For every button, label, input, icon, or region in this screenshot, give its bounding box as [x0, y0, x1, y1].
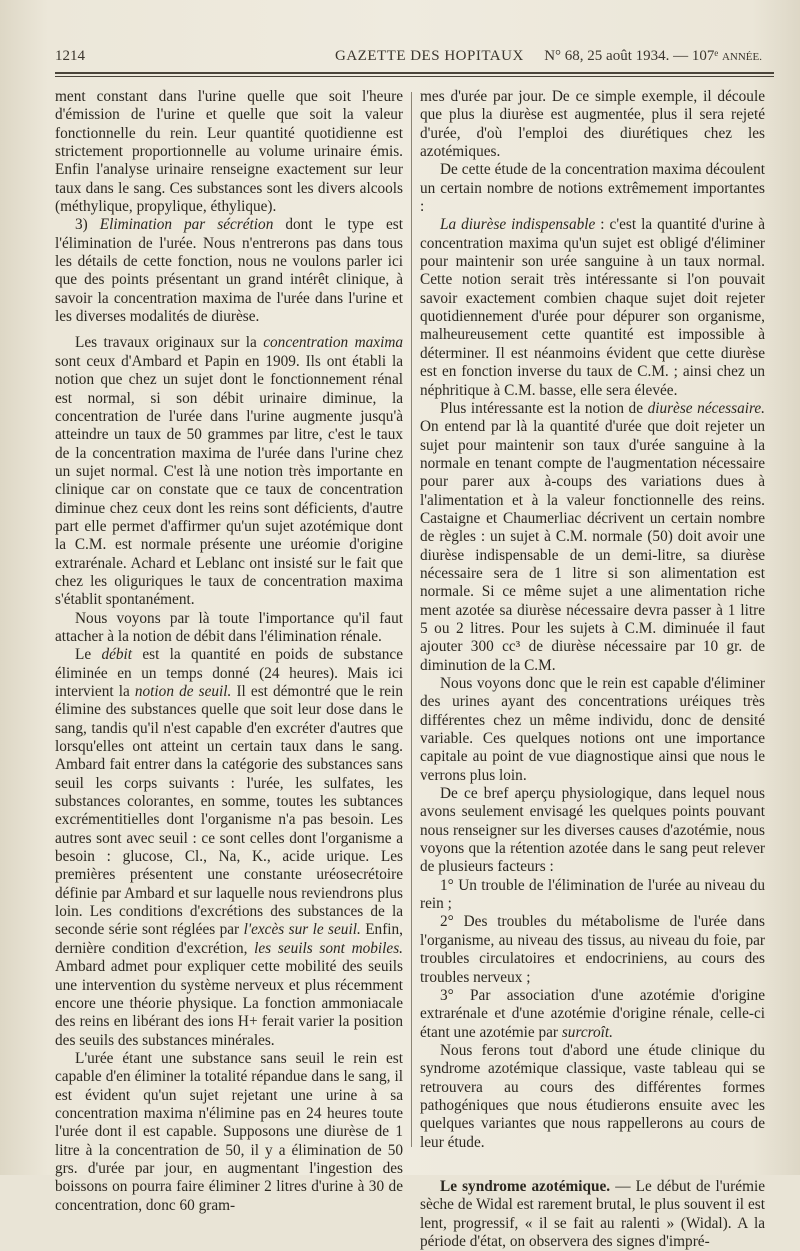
- left-column: [55, 88, 403, 1215]
- paragraph: De cette étude de la concentration maxima découlent un certain nombre de notions extrêmement importantes :: [420, 161, 765, 216]
- section-paragraph: Le syndrome azotémique. — Le début de l'urémie sèche de Widal est rarement brutal, le plus souvent il est lent, progressif, « il se fait au ralenti » (Widal). A la période d'état, on observera des signes d'impré-: [420, 1177, 766, 1250]
- paragraph: Nous voyons donc que le rein est capable d'éliminer des urines ayant des concentrations uréiques très différentes chez un même individu, donc de densité variable. Ces quelques notions ont une importance capitale au point de vue diagnostique ainsi que nous le verrons plus loin.: [420, 675, 765, 784]
- journal-title: GAZETTE DES HOPITAUX: [335, 48, 524, 64]
- paragraph: La diurèse indispensable : c'est la quantité d'urine à concentration maxima qu'un sujet est obligé d'éliminer pour maintenir son urée sanguine à un taux normal. Cette notion serait très intéressante si l'on pouvait savoir exactement combien chaque sujet doit rejeter quotidiennement d'urée pour dépurer son organisme, malheureusement cette quantité est impossible à déterminer. Il est néanmoins évident que cette diurèse est en fonction inverse du taux de C.M. ; ainsi chez un néphritique à C.M. basse, elle sera élevée.: [420, 216, 766, 399]
- paragraph: Le débit est la quantité en poids de substance éliminée en un temps donné (24 heures). Mais ici intervient la notion de seuil. Il est démontré que le rein élimine des substances quelle que soit leur dose dans le sang, tandis qu'il n'est capable d'en excréter d'autres que lorsqu'elles ont atteint un certain taux dans le sang. Ambard fait entrer dans la catégorie des substances sans seuil les corps suivants : l'urée, les sulfates, les substances colorantes, en somme, toutes les subtances excrémentitielles dont l'organisme n'a pas besoin. Les autres sont avec seuil : ce sont celles dont l'organisme a besoin : glucose, Cl., Na, K., acide urique. Les premières présentent une constante uréosecrétoire définie par Ambard et sur laquelle nous reviendrons plus loin. Les conditions d'excrétions des substances de la seconde série sont réglées par l'excès sur le seuil. Enfin, dernière condition d'excrétion, les seuils sont mobiles. Ambard admet pour expliquer cette mobilité des seuils une intervention du système nerveux et plus récemment encore une théorie physique. La fonction ammoniacale des reins en libérant des ions H+ ferait varier la position des seuils des substances minérales.: [55, 646, 404, 1049]
- paragraph: Nous voyons par là toute l'importance qu'il faut attacher à la notion de débit dans l'élimination rénale.: [55, 609, 403, 645]
- column-divider: [411, 92, 412, 1147]
- paragraph: Plus intéressante est la notion de diurèse nécessaire. On entend par là la quantité d'urée que doit rejeter un sujet pour maintenir son taux d'urée sanguine à la normale en tenant compte de l'augmentation nécessaire pour parer aux à-coups des variations dues à l'alimentation et à la valeur fonctionnelle des reins. Castaigne et Chaumerliac décrivent un certain nombre de règles : un sujet à C.M. normale (50) doit avoir une diurèse indispensable de un demi-litre, sa diurèse nécessaire sera de 1 litre si son alimentation est normale. Si ce même sujet a une alimentation riche ment azotée sa diurèse nécessaire devra passer à 1 litre 5 ou 2 litres. Pour les sujets à C.M. diminuée il faut ajouter 300 cc³ de diurèse nécessaire par 10 gr. de diminution de la C.M.: [420, 399, 765, 674]
- section-heading: Le syndrome azotémique.: [440, 1177, 611, 1195]
- list-item: 2° Des troubles du métabolisme de l'urée dans l'organisme, au niveau des tissus, au niveau du foie, par troubles circulatoires et endocriniens, au cours des troubles nerveux ;: [420, 913, 765, 986]
- page-header: [55, 46, 772, 70]
- paragraph: ment constant dans l'urine quelle que soit l'heure d'émission de l'urine et quelle que soit la valeur fonctionnelle du rein. Leur quantité quotidienne est strictement proportionnelle au volume urinaire émis. Enfin l'analyse urinaire renseigne exactement sur leur taux dans le sang. Ces substances sont les divers alcools (méthylique, propylique, éthylique).: [55, 88, 403, 216]
- paragraph: Nous ferons tout d'abord une étude clinique du syndrome azotémique classique, vaste tableau qui se retrouvera au cours des différentes formes pathogéniques que nous étudierons ensuite avec les quelques variantes que nous rappellerons au cours de leur étude.: [420, 1041, 765, 1151]
- paragraph: L'urée étant une substance sans seuil le rein est capable d'en éliminer la totalité répandue dans le sang, il est évident qu'un sujet rejetant une urine à sa concentration maxima n'élimine pas en 24 heures toute l'urée dont il est capable. Supposons une diurèse de 1 litre à la concentration de 50, il y a élimination de 50 grs. d'urée par jour, en augmentant l'ingestion des boissons on pourra faire éliminer 2 litres d'urine à 30 de concentration, donc 60 gram-: [55, 1049, 403, 1214]
- page-number: 1214: [55, 48, 85, 64]
- header-rule-thin: [55, 76, 774, 77]
- list-item: 3° Par association d'une azotémie d'origine extrarénale et d'une azotémie d'origine rénale, celle-ci étant une azotémie par surcroît.: [420, 986, 765, 1041]
- issue-annee: ANNÉE.: [721, 51, 762, 63]
- issue-date: N° 68, 25 août 1934. — 107ᵉ: [544, 48, 719, 64]
- list-item: 1° Un trouble de l'élimination de l'urée au niveau du rein ;: [420, 876, 765, 913]
- paragraph: 3) Elimination par sécrétion dont le type est l'élimination de l'urée. Nous n'entrerons pas dans tous les détails de cette fonction, nous ne voulons parler ici que des points présentant un grand intérêt clinique, à savoir la concentration maxima de l'urée dans l'urine et les diverses modalités de diurèse.: [55, 216, 403, 326]
- paragraph: Les travaux originaux sur la concentration maxima sont ceux d'Ambard et Papin en 1909. Ils ont établi la notion que chez un sujet dont le fonctionnement rénal est normal, si son débit urinaire diminue, la concentration de l'urée dans l'urine augmente jusqu'à atteindre un taux de 50 grammes par litre, c'est le taux de la concentration maxima de l'urée dans l'urine chez un sujet normal. C'est là une notion très importante en clinique car on constate que ce taux de concentration diminue chez ceux dont les reins sont déficients, d'autre part elle permet d'affirmer qu'un sujet azotémique dont la C.M. est normale présente une uréomie d'origine extrarénale. Achard et Leblanc ont insisté sur le fait que chez les oliguriques le taux de concentration maxima s'établit spontanément.: [55, 334, 404, 609]
- paragraph: mes d'urée par jour. De ce simple exemple, il découle que plus la diurèse est augmentée, plus il sera rejeté d'urée, d'où l'emploi des diurétiques chez les azotémiques.: [420, 88, 765, 161]
- header-rule-thick: [55, 72, 774, 74]
- right-column: [420, 88, 765, 1251]
- paragraph: De ce bref aperçu physiologique, dans lequel nous avons seulement envisagé les quelques points pouvant nous renseigner sur les diverses causes d'azotémie, nous voyons que la rétention azotée dans le sang peut relever de plusieurs facteurs :: [420, 785, 765, 876]
- issue-info: [544, 48, 762, 65]
